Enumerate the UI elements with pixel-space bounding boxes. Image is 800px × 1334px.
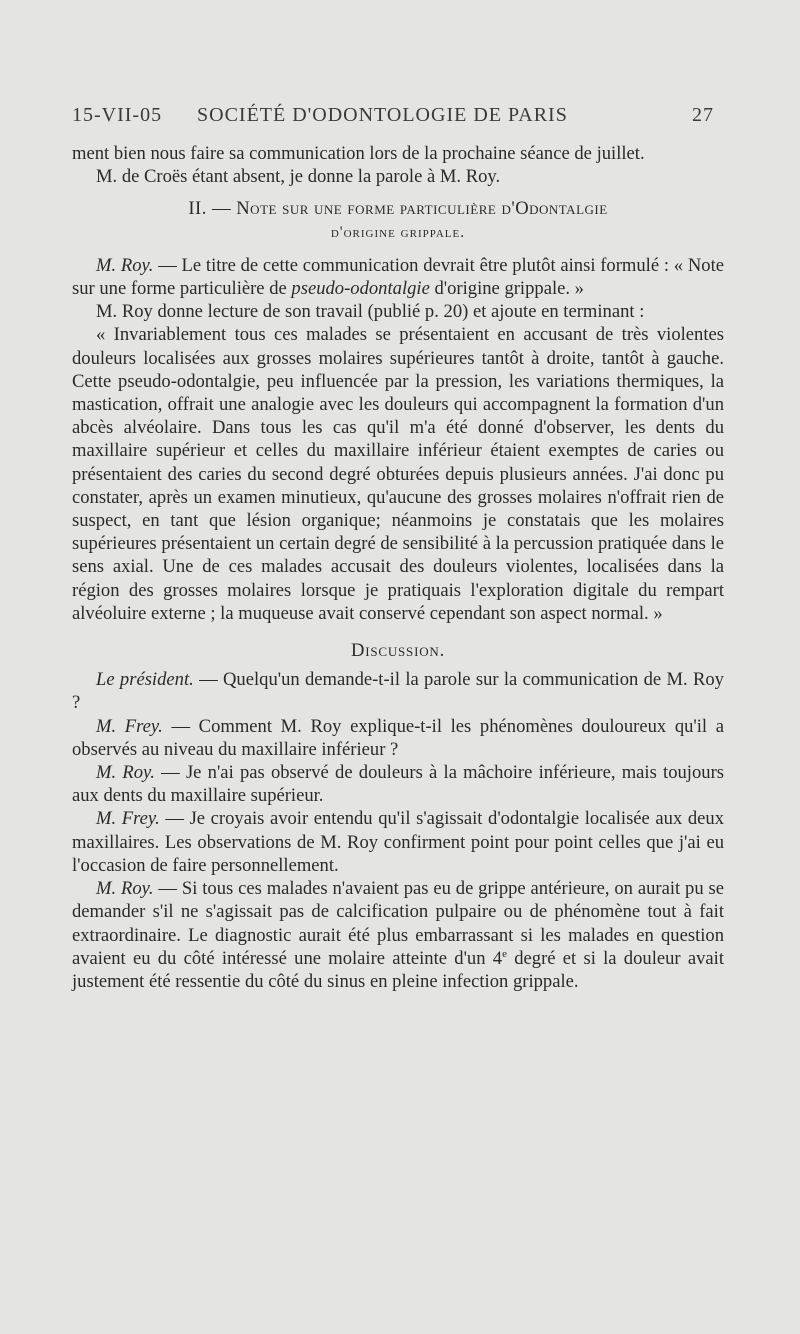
paragraph-text: — Je croyais avoir entendu qu'il s'agissait d'odontalgie localisée aux deux maxillaires. Les observations de M. Roy confirment point pour point celles que j'ai eu l'occasion de faire personnellement. [72, 808, 724, 876]
speaker-name: M. Roy. [96, 762, 155, 784]
section-title-line1: II. — Note sur une forme particulière d'Odontalgie [188, 198, 608, 220]
speaker-name: Le président. [96, 669, 194, 691]
speaker-name: M. Roy. [96, 878, 154, 900]
running-header [72, 104, 714, 134]
paragraph-roy-2 [72, 761, 724, 807]
discussion-heading: Discussion. [350, 640, 446, 662]
paragraph-text: — Je n'ai pas observé de douleurs à la mâchoire inférieure, mais toujours aux dents du maxillaire supérieur. [72, 762, 724, 807]
paragraph-text: — Le titre de cette communication devrait être plutôt ainsi formulé : « Note sur une forme particulière de [72, 254, 724, 300]
page-number: 27 [692, 104, 714, 126]
paragraph-text: — Si tous ces malades n'avaient pas eu de grippe antérieure, on aurait pu se demander s'il ne s'agissait pas de calcification pulpaire ou de phénomène tout à fait extraordinaire. Le diagnostic aurait été plus embarrassant si les malades en question avaient eu du côté intéressé une molaire atteinte d'un 4 [72, 878, 724, 969]
paragraph-quotation: « Invariablement tous ces malades se présentaient en accusant de très violentes douleurs localisées aux grosses molaires supérieures tantôt à droite, tantôt à gauche. Cette pseudo-odontalgie, peu influencée par la pression, les variations thermiques, la mastication, offrait une analogie avec les douleurs qui accompagnent la formation d'un abcès alvéolaire. Dans tous les cas qu'il m'a été donné d'observer, les dents du maxillaire supérieur et celles du maxillaire inférieur étaient exemptes de caries ou présentaient des caries du second degré obturées depuis plusieurs années. J'ai donc pu constater, après un examen minutieux, qu'aucune des grosses molaires n'offrait rien de suspect, en tant que lésion organique; néanmoins je constatais que les molaires supérieures présentaient un certain degré de sensibilité à la percussion pratiquée dans le sens axial. Une de ces malades accusait des douleurs violentes, localisées dans la région des grosses molaires lorsque je pratiquais l'exploration digitale du rempart alvéoluire externe ; la muqueuse avait conservé cependant son aspect normal. » [72, 324, 724, 624]
paragraph-frey-2 [72, 807, 724, 877]
section-title-line2: d'origine grippale. [330, 223, 466, 241]
paragraph-president [72, 668, 724, 714]
section-title [72, 197, 724, 243]
header-date: 15-VII-05 [72, 104, 163, 126]
paragraph-roy-intro: M. de Croës étant absent, je donne la parole à M. Roy. [96, 166, 501, 188]
body-text [72, 142, 724, 993]
speaker-name: M. Frey. [96, 808, 160, 830]
emphasized-term: pseudo-odontalgie [291, 278, 430, 300]
paragraph-frey-1 [72, 715, 724, 761]
speaker-name: M. Roy. [96, 254, 154, 276]
header-journal-title: SOCIÉTÉ D'ODONTOLOGIE DE PARIS [197, 104, 568, 126]
paragraph-text: d'origine grippale. » [429, 278, 584, 300]
paragraph-continuation: ment bien nous faire sa communication lors de la prochaine séance de juillet. [72, 143, 645, 164]
paragraph-roy-reading: M. Roy donne lecture de son travail (publié p. 20) et ajoute en terminant : [96, 301, 645, 323]
paragraph-roy-title [72, 254, 724, 300]
paragraph-text: — Comment M. Roy explique-t-il les phénomènes douloureux qu'il a observés au niveau du maxillaire inférieur ? [72, 715, 724, 760]
speaker-name: M. Frey. [96, 715, 163, 737]
paragraph-text: degré et si la douleur avait justement été ressentie du côté du sinus en pleine infection grippale. [72, 947, 724, 992]
paragraph-text: — Quelqu'un demande-t-il la parole sur la communication de M. Roy ? [72, 669, 724, 714]
paragraph-roy-3 [72, 877, 724, 993]
superscript: e [502, 947, 507, 960]
